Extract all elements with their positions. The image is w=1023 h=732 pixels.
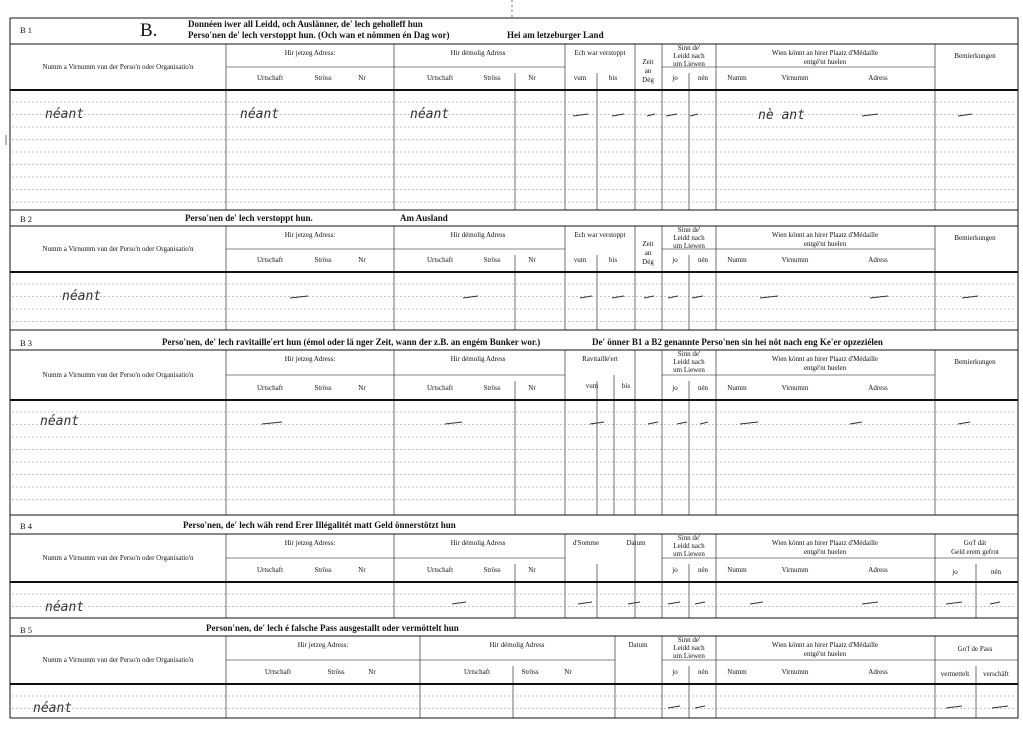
nen-label: nén [697,566,709,574]
handwritten-dash [992,706,1008,708]
datum-label: Datum [626,539,646,547]
bis-label: bis [608,256,618,264]
handwritten-dash [445,422,462,424]
urtschaft-label: Urtschaft [426,566,454,574]
handwritten-dash [690,114,698,116]
alive-label: Sinn de' [677,636,701,644]
nr-label: Nr [528,566,536,574]
section-id-b2: B 2 [20,214,33,224]
virnumm-label: Virnumm [781,384,809,392]
section-b4-title: Perso'nen, de' lech wäh rend Erer Illégalitét matt Geld önnerstötzt hun [183,520,456,530]
adress-label: Adress [868,74,888,82]
jo-label: jo [672,74,678,82]
handwritten-dash [958,422,970,424]
medal-label: entgé'nt huelen [803,58,847,66]
col-current-address-label: Hir jetzeg Adress: [297,641,349,649]
alive-label: Leidd nach [673,644,705,652]
remarks-label: Bemierkungen [954,234,996,242]
virnumm-label: Virnumm [781,74,809,82]
handwritten-entry-b4-name: néant [45,600,85,615]
stross-label: Ströss [483,566,501,574]
col-current-address-label: Hir jetzeg Adress: [284,49,336,57]
handwritten-dash [862,602,878,604]
numm-label: Numm [727,74,747,82]
vermettelt-label: vermettelt [940,670,970,678]
handwritten-entry-b1-name: néant [45,107,85,122]
header-title-land: Hei am letzeburger Land [507,30,604,40]
section-b2-subtitle: Am Ausland [400,213,448,223]
stross-label: Ströss [483,256,501,264]
alive-label: um Liewen [673,366,705,374]
virnumm-label: Virnumm [781,566,809,574]
money-returned-label: Geld erem gefrot [951,548,999,556]
handwritten-dash [262,422,282,424]
adress-label: Adress [868,566,888,574]
ravitailleert-label: Ravitaille'ert [582,355,618,363]
section-id-b5: B 5 [20,625,33,635]
nen-label: nén [990,568,1002,576]
medal-label: entgé'nt huelen [803,364,847,372]
vum-label: vum [573,74,587,82]
remarks-label: Bemierkungen [954,52,996,60]
header-title-line2: Perso'nen de' lech verstoppt hun. (Och wan et nömmen én Dag wor) [188,30,450,40]
urtschaft-label: Urtschaft [264,668,292,676]
stross-label: Ströss [327,668,345,676]
handwritten-dash [612,114,624,116]
zeit-label: an [644,67,652,75]
section-b3-title: Perso'nen, de' lech ravitaille'ert hun (émol oder lä nger Zeit, wann der z.B. an engém Bunker wor.) [162,337,541,347]
col-name-label: Numm a Virnumm vun der Perso'n oder Organisatio'n [42,656,194,664]
handwritten-dash [668,706,680,708]
nr-label: Nr [358,566,366,574]
handwritten-dash [628,602,640,604]
col-previous-address-label: Hir démolig Adress [450,355,506,363]
virnumm-label: Virnumm [781,668,809,676]
handwritten-dash [850,422,862,424]
jo-label: jo [672,256,678,264]
handwritten-dash [578,602,592,604]
jo-label: jo [672,384,678,392]
col-previous-address-label: Hir démolig Adress [489,641,545,649]
stross-label: Ströss [483,74,501,82]
handwritten-entry-b3-name: néant [40,414,80,429]
hidden-label: Ech war verstoppt [574,231,626,239]
zeit-label: Zeit [642,58,654,66]
zeit-label: Dég [642,76,654,84]
handwritten-dash [750,602,763,604]
jo-label: jo [672,668,678,676]
nen-label: nén [697,668,709,676]
handwritten-dash [452,602,466,604]
jo-label: jo [672,566,678,574]
section-b2-title: Perso'nen de' lech verstoppt hun. [185,213,313,223]
alive-label: Leidd nach [673,52,705,60]
handwritten-dash [990,602,1000,604]
stross-label: Ströss [483,384,501,392]
bis-label: bis [621,382,631,390]
urtschaft-label: Urtschaft [426,74,454,82]
hidden-label: Ech war verstoppt [574,49,626,57]
alive-label: Sinn de' [677,534,701,542]
nr-label: Nr [528,256,536,264]
section-id-b1: B 1 [20,25,33,35]
pass-label: Go'f de Pass [957,645,993,653]
handwritten-dash [700,422,708,424]
remarks-label: Bemierkungen [954,358,996,366]
handwritten-dash [666,114,677,116]
handwritten-entry-b1-medal: nè ant [758,108,805,123]
handwritten-dash [677,422,687,424]
column-grid [12,44,1018,718]
col-name-label: Numm a Virnumm vun der Perso'n oder Organisatio'n [42,554,194,562]
numm-label: Numm [727,256,747,264]
nen-label: nén [697,74,709,82]
zeit-label: Dég [642,258,654,266]
nr-label: Nr [528,74,536,82]
vum-label: vum [573,256,587,264]
section-letter: B. [140,20,158,41]
handwritten-entry-b1-current-address: néant [240,107,280,122]
col-previous-address-label: Hir démolig Adress [450,539,506,547]
medal-label: entgé'nt huelen [803,650,847,658]
medal-label: Wien könnt an hirer Plaatz d'Médaille [771,49,879,57]
medal-label: Wien könnt an hirer Plaatz d'Médaille [771,231,879,239]
zeit-label: Zeit [642,240,654,248]
nr-label: Nr [358,384,366,392]
handwritten-entry-b5-name: néant [33,701,73,716]
datum-label: Datum [628,641,648,649]
adress-label: Adress [868,256,888,264]
stross-label: Ströss [521,668,539,676]
col-current-address-label: Hir jetzeg Adress: [284,231,336,239]
urtschaft-label: Urtschaft [463,668,491,676]
nen-label: nén [697,256,709,264]
alive-label: um Liewen [673,652,705,660]
nr-label: Nr [358,256,366,264]
stross-label: Ströss [314,384,332,392]
nr-label: Nr [528,384,536,392]
col-name-label: Numm a Virnumm vun der Perso'n oder Organisatio'n [42,63,194,71]
numm-label: Numm [727,668,747,676]
nr-label: Nr [358,74,366,82]
col-name-label: Numm a Virnumm vun der Perso'n oder Organisatio'n [42,371,194,379]
urtschaft-label: Urtschaft [256,256,284,264]
col-previous-address-label: Hir démolig Adress [450,49,506,57]
alive-label: um Liewen [673,242,705,250]
alive-label: um Liewen [673,60,705,68]
jo-label: jo [952,568,958,576]
alive-label: Sinn de' [677,44,701,52]
urtschaft-label: Urtschaft [426,256,454,264]
numm-label: Numm [727,566,747,574]
medal-label: Wien könnt an hirer Plaatz d'Médaille [771,355,879,363]
urtschaft-label: Urtschaft [426,384,454,392]
handwritten-dash [612,296,624,298]
urtschaft-label: Urtschaft [256,566,284,574]
money-returned-label: Go'f dät [963,539,987,547]
handwritten-dash [580,296,592,298]
handwritten-dash [648,422,658,424]
handwritten-entry-b1-previous-address: néant [410,107,450,122]
section-id-b4: B 4 [20,521,33,531]
col-previous-address-label: Hir démolig Adress [450,231,506,239]
handwritten-dash [695,706,705,708]
handwritten-dash [946,602,962,604]
alive-label: Sinn de' [677,350,701,358]
adress-label: Adress [868,384,888,392]
col-current-address-label: Hir jetzeg Adress: [284,539,336,547]
medal-label: entgé'nt huelen [803,548,847,556]
alive-label: Leidd nach [673,358,705,366]
alive-label: Sinn de' [677,226,701,234]
nr-label: Nr [564,668,572,676]
zeit-label: an [644,249,652,257]
urtschaft-label: Urtschaft [256,74,284,82]
vum-label: vum [585,382,599,390]
urtschaft-label: Urtschaft [256,384,284,392]
col-current-address-label: Hir jetzeg Adress: [284,355,336,363]
medal-label: entgé'nt huelen [803,240,847,248]
adress-label: Adress [868,668,888,676]
alive-label: Leidd nach [673,542,705,550]
somme-label: d'Somme [572,539,600,547]
handwritten-dash [946,706,962,708]
header-title-line1: Donnéen iwer all Leidd, och Auslänner, de' lech geholleff hun [188,19,423,29]
handwritten-dash [695,602,705,604]
handwritten-entry-b2-name: néant [62,289,102,304]
bis-label: bis [608,74,618,82]
medal-label: Wien könnt an hirer Plaatz d'Médaille [771,539,879,547]
handwritten-dash [668,602,680,604]
stross-label: Ströss [314,566,332,574]
verschaft-label: verschäft [983,670,1009,678]
stross-label: Ströss [314,74,332,82]
section-b5-title: Person'nen, de' lech é falsche Pass ausgestallt oder vermöttelt hun [206,623,459,633]
handwritten-dash [740,422,758,424]
medal-label: Wien könnt an hirer Plaatz d'Médaille [771,641,879,649]
numm-label: Numm [727,384,747,392]
section-b3-subtitle: De' önner B1 a B2 genannte Perso'nen sin hei nöt nach eng Ke'er opzeziélen [592,337,883,347]
col-name-label: Numm a Virnumm vun der Perso'n oder Organisatio'n [42,245,194,253]
section-id-b3: B 3 [20,338,33,348]
alive-label: um Liewen [673,550,705,558]
virnumm-label: Virnumm [781,256,809,264]
nen-label: nén [697,384,709,392]
nr-label: Nr [368,668,376,676]
alive-label: Leidd nach [673,234,705,242]
stross-label: Ströss [314,256,332,264]
